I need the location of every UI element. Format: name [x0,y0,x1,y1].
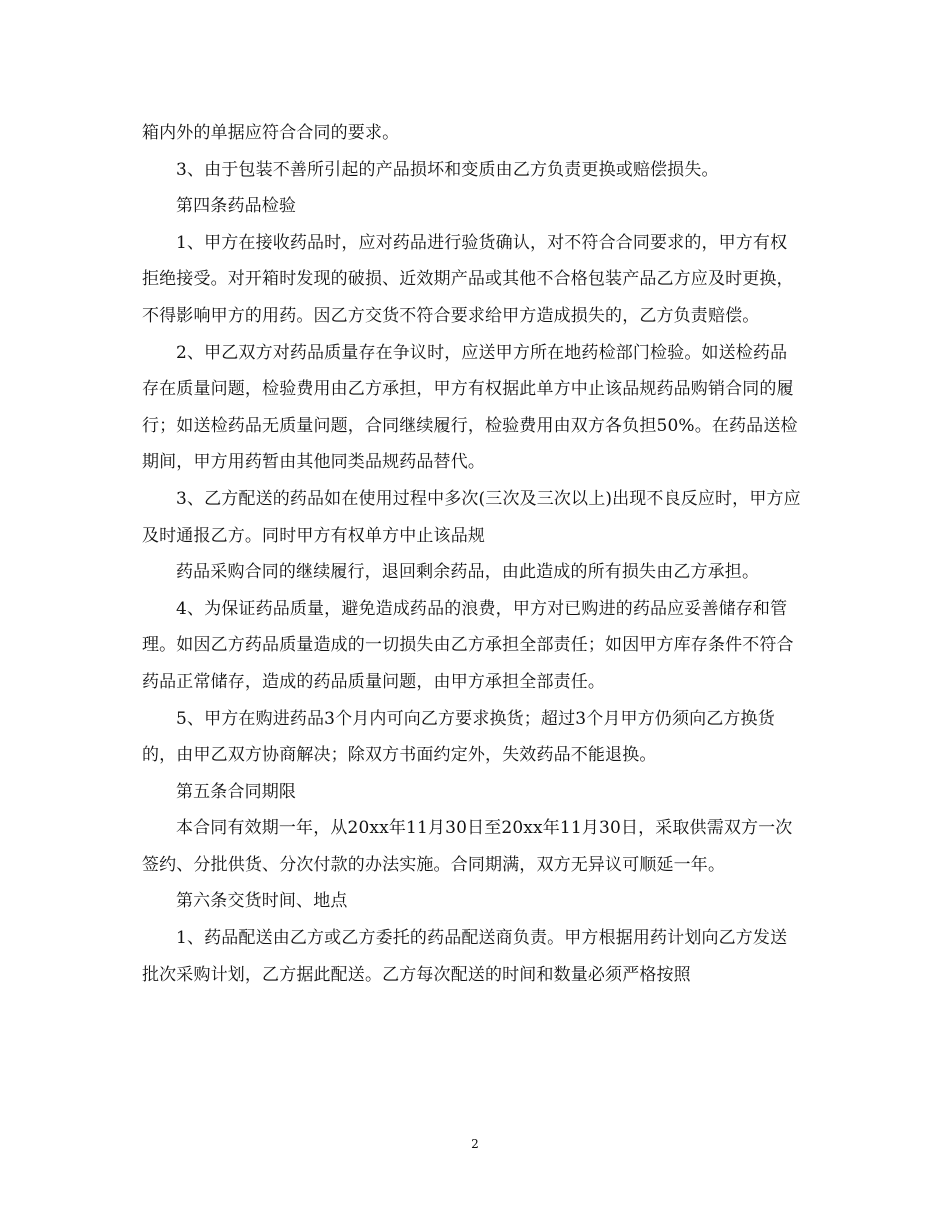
paragraph: 1、甲方在接收药品时，应对药品进行验货确认，对不符合合同要求的，甲方有权拒绝接受。对开箱时发现的破损、近效期产品或其他不合格包装产品乙方应及时更换，不得影响甲方的用药。因乙方交货不符合要求给甲方造成损失的，乙方负责赔偿。 [142,232,794,326]
paragraph: 3、由于包装不善所引起的产品损坏和变质由乙方负责更换或赔偿损失。 [176,159,719,180]
document-body [142,115,802,993]
page-number: 2 [471,1137,479,1151]
paragraph: 箱内外的单据应符合合同的要求。 [142,123,400,143]
section-heading: 第六条交货时间、地点 [176,891,348,912]
paragraph: 4、为保证药品质量，避免造成药品的浪费，甲方对已购进的药品应妥善储存和管理。如因乙方药品质量造成的一切损失由乙方承担全部责任；如因甲方库存条件不符合药品正常储存，造成的药品质量问题，由甲方承担全部责任。 [142,598,794,692]
paragraph: 药品采购合同的继续履行，退回剩余药品，由此造成的所有损失由乙方承担。 [176,562,760,583]
paragraph: 2、甲乙双方对药品质量存在争议时，应送甲方所在地药检部门检验。如送检药品存在质量问题，检验费用由乙方承担，甲方有权据此单方中止该品规药品购销合同的履行；如送检药品无质量问题，合同继续履行，检验费用由双方各负担50%。在药品送检期间，甲方用药暂由其他同类品规药品替代。 [142,342,798,473]
section-heading: 第五条合同期限 [176,781,297,802]
paragraph: 5、甲方在购进药品3个月内可向乙方要求换货；超过3个月甲方仍须向乙方换货的，由甲乙双方协商解决；除双方书面约定外，失效药品不能退换。 [142,708,775,766]
paragraph: 本合同有效期一年，从20xx年11月30日至20xx年11月30日，采取供需双方一次签约、分批供货、分次付款的办法实施。合同期满，双方无异议可顺延一年。 [142,818,793,875]
section-heading: 第四条药品检验 [176,196,297,217]
paragraph: 1、药品配送由乙方或乙方委托的药品配送商负责。甲方根据用药计划向乙方发送批次采购计划，乙方据此配送。乙方每次配送的时间和数量必须严格按照 [142,928,788,985]
paragraph: 3、乙方配送的药品如在使用过程中多次(三次及三次以上)出现不良反应时，甲方应及时通报乙方。同时甲方有权单方中止该品规 [142,488,801,546]
